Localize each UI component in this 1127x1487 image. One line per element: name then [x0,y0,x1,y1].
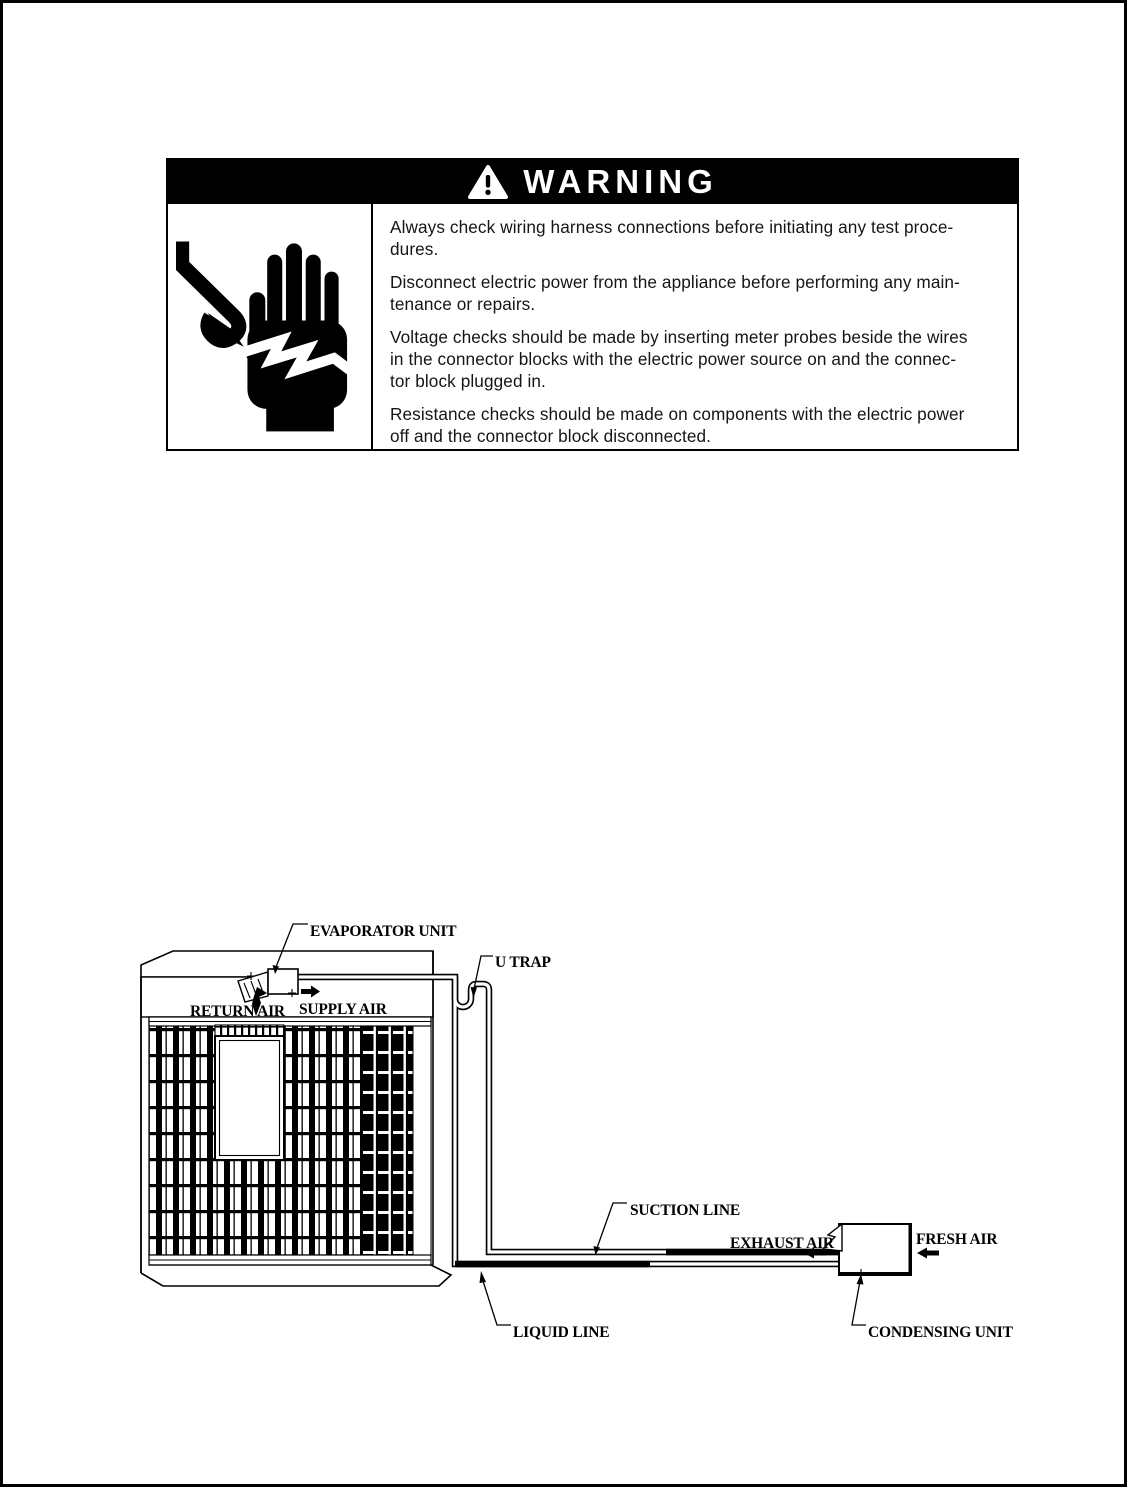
wall-right-gap [413,1017,431,1255]
warning-line: dures. [390,239,439,260]
supply-air-label: SUPPLY AIR [299,1001,387,1018]
condensing-unit [823,1224,911,1277]
warning-line: Voltage checks should be made by inserting meter probes beside the wires [390,326,968,347]
warning-line: Disconnect electric power from the appliance before performing any main- [390,271,960,292]
corner-framing [361,1017,413,1255]
fresh-air-label: FRESH AIR [916,1231,998,1248]
warning-line: off and the connector block disconnected. [390,426,712,447]
framed-room-structure [141,951,451,1286]
warning-line: Resistance checks should be made on components with the electric power [390,403,965,424]
evaporator-unit-label: EVAPORATOR UNIT [310,923,457,940]
warning-line: tor block plugged in. [390,371,546,392]
liquid-line-label: LIQUID LINE [513,1324,610,1341]
exhaust-air-label: EXHAUST AIR [730,1235,834,1252]
refrigerant-piping-diagram [3,3,1127,1487]
liquid-leader [483,1281,511,1325]
warning-line: in the connector blocks with the electric power source on and the connec- [390,349,957,370]
suction-leader [597,1203,627,1248]
condensing-leader [852,1281,866,1325]
window-opening [215,1036,284,1160]
return-air-label: RETURN AIR [190,1003,285,1020]
warning-line: tenance or repairs. [390,294,536,315]
window-header [215,1025,284,1036]
floor-slab [141,1265,451,1286]
condensing-unit-label: CONDENSING UNIT [868,1324,1013,1341]
evaporator-box [268,969,298,994]
u-trap-label: U TRAP [495,954,551,971]
condensing-unit-box [839,1224,911,1275]
suction-line-label: SUCTION LINE [630,1202,741,1219]
warning-line: Always check wiring harness connections before initiating any test proce- [390,217,954,237]
warning-title: WARNING [523,162,718,200]
fresh-air-arrow [917,1248,939,1259]
